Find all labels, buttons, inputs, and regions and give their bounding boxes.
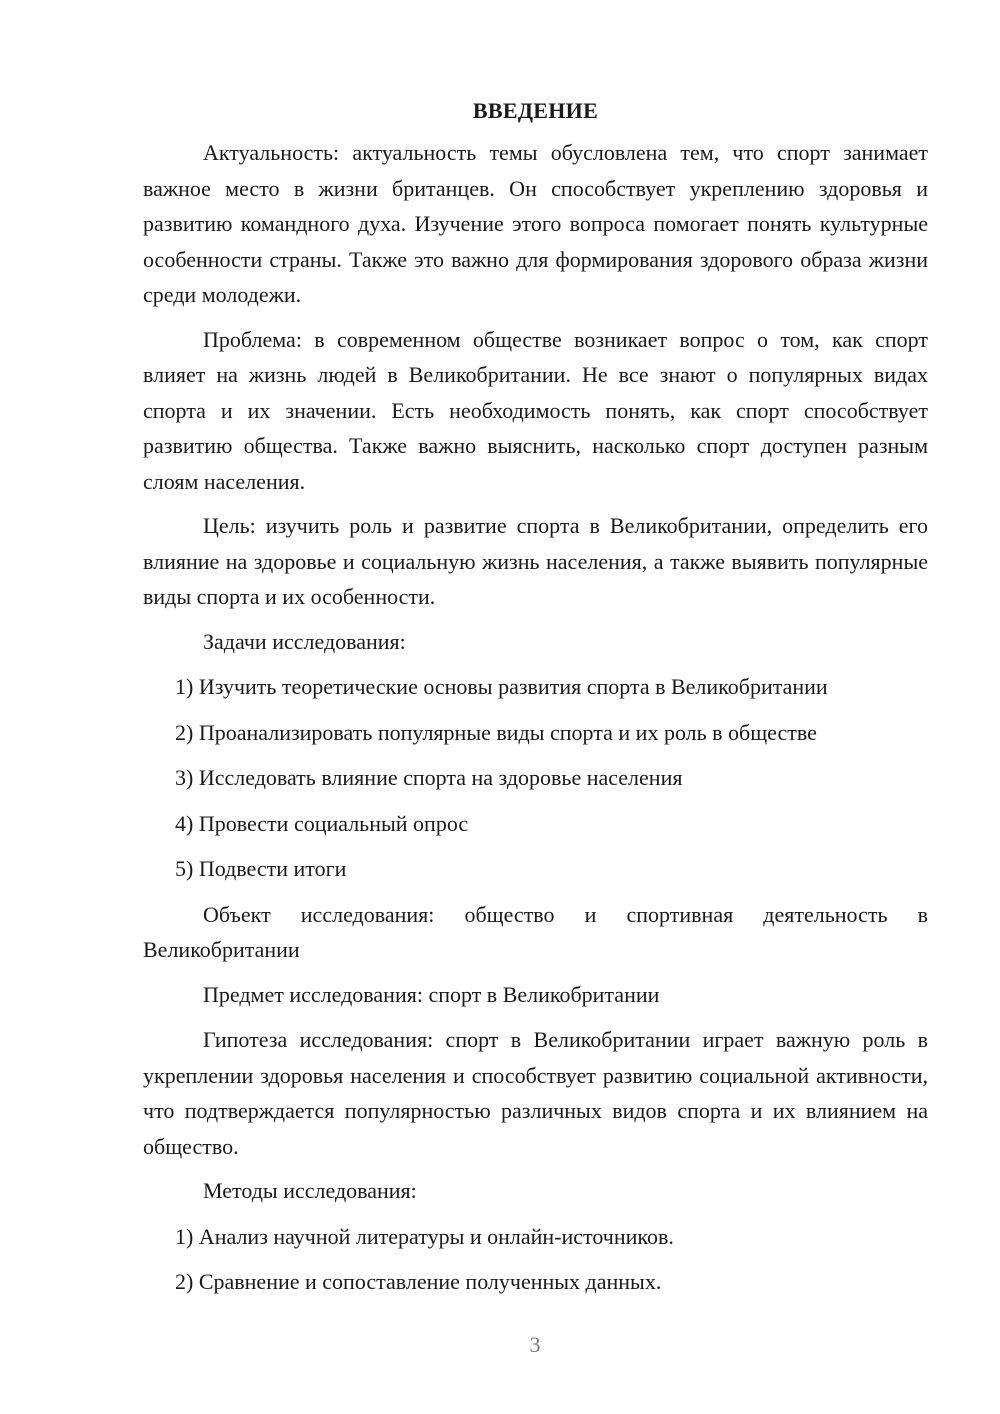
list-item: 1) Анализ научной литературы и онлайн-источников. xyxy=(175,1223,674,1249)
methods-list xyxy=(143,1219,928,1300)
relevance-paragraph: Актуальность: актуальность темы обусловлена тем, что спорт занимает важное место в жизни британцев. Он способствует укреплению здоровья и развитию командного духа. Изучение этого вопроса помогает понять культурные особенности страны. Также это важно для формирования здорового образа жизни среди молодежи. xyxy=(143,140,928,307)
list-item: 1) Изучить теоретические основы развития спорта в Великобритании xyxy=(175,674,828,699)
section-title: ВВЕДЕНИЕ xyxy=(472,98,599,123)
subject-paragraph: Предмет исследования: спорт в Великобритании xyxy=(203,981,660,1007)
methods-heading: Методы исследования: xyxy=(203,1178,417,1203)
page-number: 3 xyxy=(529,1332,541,1357)
list-item: 3) Исследовать влияние спорта на здоровье населения xyxy=(175,765,683,790)
object-paragraph: Объект исследования: общество и спортивная деятельность в Великобритании xyxy=(143,901,928,962)
tasks-list xyxy=(143,669,928,887)
goal-paragraph: Цель: изучить роль и развитие спорта в Великобритании, определить его влияние на здоровье и социальную жизнь населения, а также выявить популярные виды спорта и их особенности. xyxy=(143,513,928,609)
list-item: 2) Проанализировать популярные виды спорта и их роль в обществе xyxy=(175,719,817,745)
tasks-heading: Задачи исследования: xyxy=(203,628,406,654)
list-item: 4) Провести социальный опрос xyxy=(175,810,469,836)
list-item: 5) Подвести итоги xyxy=(175,856,347,881)
problem-paragraph: Проблема: в современном обществе возникает вопрос о том, как спорт влияет на жизнь людей в Великобритании. Не все знают о популярных видах спорта и их значении. Есть необходимость понять, как спорт способствует развитию общества. Также важно выяснить, насколько спорт доступен разным слоям населения. xyxy=(143,326,928,494)
document-page xyxy=(143,96,928,1310)
list-item: 2) Сравнение и сопоставление полученных данных. xyxy=(175,1269,662,1294)
hypothesis-paragraph: Гипотеза исследования: спорт в Великобритании играет важную роль в укреплении здоровья населения и способствует развитию социальной активности, что подтверждается популярностью различных видов спорта и их влиянием на общество. xyxy=(143,1027,928,1159)
